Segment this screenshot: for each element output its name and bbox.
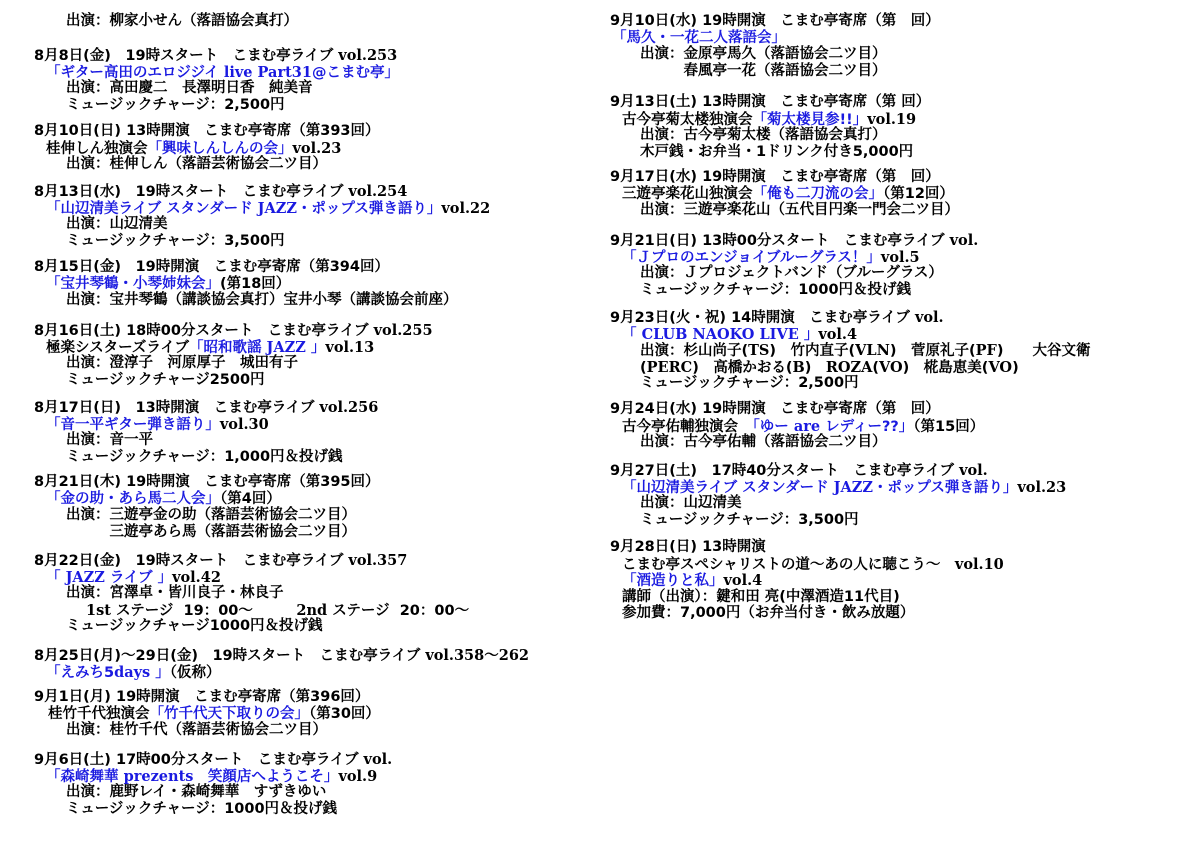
event-text: 三遊亭楽花山独演会 (622, 185, 753, 202)
event-text: vol.254 (348, 183, 408, 200)
event-text: こまむ亭スペシャリストの道～あの人に聴こう～ (622, 556, 955, 573)
event-detail-line (46, 140, 341, 157)
event-detail-line (640, 342, 1090, 359)
event-title-text: 笑顔店へようこそ」 (193, 768, 339, 785)
event-text: vol.23 (292, 139, 342, 157)
event-detail-line (46, 339, 374, 356)
event-date-line (610, 539, 766, 556)
event-detail-line (640, 434, 887, 451)
event-title-text: prezents (123, 767, 194, 785)
event-detail-line (66, 156, 327, 173)
event-title-text: 「昭和歌謡 (188, 339, 267, 356)
event-title-text: 「竹千代天下取りの会」 (149, 705, 309, 722)
event-text: ミュージックチャージ：1,000円＆投げ銭 (66, 448, 343, 465)
event-detail-line (622, 418, 984, 435)
event-text: 桂伸しん独演会 (46, 140, 148, 157)
event-title-text: レディー??」 (820, 418, 914, 435)
event-title-text: JAZZ (257, 199, 297, 217)
event-text: 出演：古今亭佑輔（落語協会二ツ目） (640, 434, 887, 450)
event-title-text: 「菊太楼見参!!」 (752, 111, 868, 128)
event-text: 出演：澄淳子 河原厚子 城田有子 (66, 355, 298, 371)
event-text: （第12回） (883, 185, 954, 202)
event-detail-line (66, 80, 313, 97)
event-text: TS (748, 342, 770, 359)
event-text: 8月8日(金) 19時スタート こまむ亭ライブ (34, 48, 339, 64)
event-text: 8月22日(金) 19時スタート こまむ亭ライブ (34, 553, 349, 569)
event-text: 出演：宝井琴鶴（講談協会真打）宝井小琴（講談協会前座） (66, 292, 458, 308)
event-text: 講師（出演）：鍵和田 亮(中澤酒造11代目) (622, 588, 900, 605)
event-date-line (66, 13, 298, 30)
event-date-line (610, 232, 978, 249)
event-text: (第18回） (220, 275, 291, 292)
event-text: VLN (855, 342, 890, 359)
event-title-text: ・ポップス弾き語り」 (296, 200, 442, 217)
event-date-line (610, 169, 940, 186)
event-text: 8月25日(月)～29日(金) 19時スタート こまむ亭ライブ (34, 648, 426, 664)
event-text: VO (988, 358, 1013, 376)
event-date-line (34, 183, 407, 200)
event-text: vol.4 (723, 572, 763, 589)
event-detail-line (46, 569, 221, 586)
event-title-text: 」 (798, 326, 819, 343)
event-text: vol. (363, 751, 393, 768)
event-title-text: JAZZ (833, 478, 873, 496)
event-text: vol. (949, 232, 979, 249)
event-text: ミュージックチャージ2500円 (66, 371, 265, 388)
event-text: vol.22 (441, 199, 491, 217)
event-text: 桂竹千代独演会 (48, 705, 150, 722)
event-date-line (34, 552, 407, 569)
event-detail-line (640, 127, 887, 144)
event-detail-line (46, 768, 377, 785)
event-date-line (34, 647, 529, 664)
event-date-line (610, 94, 930, 111)
event-text: ) (1012, 359, 1019, 376)
event-title-text: JAZZ (65, 568, 105, 586)
event-text: 出演：三遊亭金の助（落語芸術協会二ツ目） (66, 507, 356, 523)
event-detail-line (622, 186, 954, 203)
event-text: ) (804, 359, 826, 376)
event-text: vol.10 (954, 555, 1004, 573)
event-text: 三遊亭あら馬（落語芸術協会二ツ目） (66, 523, 356, 540)
event-text: 9月24日(水) 19時開演 こまむ亭寄席（第 回） (610, 401, 940, 417)
event-title-text: days (114, 663, 151, 681)
event-text: VO (879, 358, 903, 376)
event-text: vol. (914, 309, 944, 326)
event-title-text: 「 (622, 326, 642, 343)
event-title-text: ・ポップス弾き語り」 (872, 479, 1018, 496)
event-title-text: 「金の助・あら馬二人会」 (46, 490, 220, 507)
event-title-text: ライブ 」 (104, 569, 173, 586)
event-detail-line (640, 202, 959, 219)
event-detail-line (46, 64, 399, 81)
event-text: vol.253 (338, 47, 398, 64)
event-title-text: 「 (46, 569, 66, 586)
event-text: 出演：高田慶二 長澤明日香 純美音 (66, 80, 313, 96)
event-title-text: 「Ｊプロのエンジョイブルーグラス！」 (622, 249, 881, 266)
event-detail-line (46, 664, 221, 681)
event-detail-line (86, 602, 469, 619)
event-detail-line (66, 722, 327, 739)
event-text: （仮称） (169, 664, 221, 681)
event-detail-line (640, 63, 887, 80)
event-text: 出演：古今亭菊太楼（落語協会真打） (640, 127, 887, 143)
event-text: vol.42 (172, 568, 221, 586)
event-text: 出演：桂竹千代（落語芸術協会二ツ目） (66, 722, 327, 738)
event-text: vol.19 (867, 110, 917, 128)
event-detail-line (66, 216, 168, 233)
event-text: vol.357 (348, 552, 408, 569)
event-title-text: 」 (305, 339, 326, 356)
event-text: 出演：音一平 (66, 432, 153, 448)
event-text: 出演：Ｊプロジェクトバンド（ブルーグラス） (640, 265, 943, 281)
event-text: ) 椛島恵美( (902, 359, 989, 376)
event-text: （第15回） (913, 418, 985, 435)
event-text: 出演：杉山尚子( (640, 343, 749, 359)
event-text: 9月6日(土) 17時00分スタート こまむ亭ライブ (34, 752, 364, 768)
event-text: 8月13日(水) 19時スタート こまむ亭ライブ (34, 184, 349, 200)
event-detail-line (622, 326, 857, 343)
event-date-line (34, 399, 378, 416)
event-detail-line (66, 432, 153, 449)
event-detail-line (66, 507, 356, 524)
event-detail-line (66, 618, 323, 635)
event-text: ミュージックチャージ：2,500円 (640, 375, 859, 391)
event-title-text: @こまむ亭」 (311, 64, 399, 81)
event-detail-line (66, 97, 285, 114)
event-detail-line (66, 233, 285, 250)
event-detail-line (622, 556, 1004, 573)
event-title-text: JAZZ (266, 338, 306, 356)
event-text: 9月23日(火・祝) 14時開演 こまむ亭ライブ (610, 310, 915, 326)
event-text: vol.9 (338, 767, 378, 785)
event-text: 出演：山辺清美 (66, 216, 168, 232)
event-text: 出演：山辺清美 (640, 495, 742, 511)
event-text: ステージ 20：00～ (327, 602, 470, 619)
event-detail-line (640, 265, 943, 282)
event-detail-line (66, 449, 343, 466)
event-title-text: 」 (150, 664, 170, 681)
event-detail-line (640, 495, 742, 512)
event-detail-line (46, 200, 490, 217)
event-text: 8月10日(日) 13時開演 こまむ亭寄席（第393回） (34, 123, 380, 139)
event-text: B (792, 358, 805, 376)
event-text: 極楽シスターズライブ (46, 339, 189, 356)
event-date-line (610, 309, 944, 326)
event-text: 出演：鹿野レイ・森崎舞華 すずきゆい (66, 784, 327, 800)
event-text: vol.255 (373, 322, 433, 339)
event-text: ( (872, 359, 880, 376)
event-text: 出演：柳家小せん（落語協会真打） (66, 13, 298, 29)
event-detail-line (640, 512, 859, 529)
event-date-line (34, 689, 369, 706)
event-detail-line (640, 375, 859, 392)
event-detail-line (46, 491, 281, 508)
event-detail-line (66, 372, 265, 389)
event-text: （第30回） (309, 705, 380, 722)
event-text: 8月21日(木) 19時開演 こまむ亭寄席（第395回） (34, 474, 380, 490)
event-title-text: live Part31 (223, 63, 312, 81)
event-text: （第4回） (220, 490, 281, 507)
event-detail-line (46, 276, 290, 293)
event-date-line (34, 259, 389, 276)
event-detail-line (46, 416, 269, 433)
event-detail-line (622, 479, 1066, 496)
event-detail-line (622, 589, 900, 606)
event-text: 1st (86, 601, 111, 619)
event-text: vol.13 (325, 338, 375, 356)
event-text: 9月10日(水) 19時開演 こまむ亭寄席（第 回） (610, 13, 940, 29)
event-text: ROZA (825, 358, 873, 376)
event-text: vol.256 (319, 399, 379, 416)
event-title-text: 「音一平ギター弾き語り」 (46, 416, 220, 433)
event-date-line (610, 13, 940, 30)
event-date-line (34, 751, 392, 768)
event-text: ミュージックチャージ：3,500円 (640, 511, 859, 528)
event-title-text: 「宝井琴鶴・小琴姉妹会」 (46, 275, 220, 292)
event-detail-line (612, 30, 786, 47)
event-text: ミュージックチャージ：1000円＆投げ銭 (640, 281, 912, 298)
event-detail-line (640, 46, 887, 63)
event-title-text: 「興味しんしんの会」 (147, 140, 293, 157)
event-text: 9月28日(日) 13時開演 (610, 539, 766, 555)
event-text: 8月17日(日) 13時開演 こまむ亭ライブ (34, 400, 320, 416)
event-title-text: 「森崎舞華 (46, 768, 124, 785)
event-text: 9月21日(日) 13時00分スタート こまむ亭ライブ (610, 233, 950, 249)
event-text: ミュージックチャージ：2,500円 (66, 96, 285, 113)
event-text: vol.23 (1017, 478, 1067, 496)
event-title-text: 「酒造りと私」 (622, 573, 724, 589)
event-text: 木戸銭・お弁当・1ドリンク付き5,000円 (640, 143, 914, 160)
event-text: 出演：桂伸しん（落語芸術協会二ツ目） (66, 156, 327, 172)
event-detail-line (640, 359, 1019, 376)
event-title-text: 「山辺清美ライブ スタンダード (46, 200, 258, 217)
event-text: 8月15日(金) 19時開演 こまむ亭寄席（第394回） (34, 259, 389, 275)
event-text: PERC (646, 358, 693, 376)
event-text: ) 竹内直子( (769, 343, 856, 359)
event-detail-line (66, 585, 284, 602)
event-text: 9月27日(土) 17時40分スタート こまむ亭ライブ (610, 463, 960, 479)
event-text: 出演：宮澤卓・皆川良子・林良子 (66, 585, 284, 601)
event-date-line (34, 47, 397, 64)
event-text: ステージ 19：00～ (110, 602, 297, 619)
event-text: 9月1日(月) 19時開演 こまむ亭寄席（第396回） (34, 689, 370, 705)
event-text: 出演：金原亭馬久（落語協会二ツ目） (640, 46, 887, 62)
event-date-line (610, 401, 940, 418)
event-title-text: CLUB NAOKO LIVE (641, 325, 799, 343)
event-text: 古今亭佑輔独演会 (622, 418, 753, 435)
event-title-text: 「ゆー (752, 418, 794, 435)
event-detail-line (66, 801, 337, 818)
event-date-line (34, 322, 433, 339)
event-text: ) 大谷文衛 (996, 343, 1091, 359)
event-text: 9月13日(土) 13時開演 こまむ亭寄席（第 回） (610, 94, 931, 110)
event-text: PF (975, 342, 997, 359)
event-text: 春風亭一花（落語協会二ツ目） (640, 62, 887, 79)
event-text: ミュージックチャージ：1000円＆投げ銭 (66, 800, 338, 817)
event-text: ( (640, 359, 647, 376)
event-date-line (34, 474, 380, 491)
event-detail-line (66, 292, 458, 309)
event-detail-line (622, 605, 914, 622)
event-title-text: are (793, 417, 821, 435)
event-detail-line (48, 706, 380, 723)
event-detail-line (66, 784, 326, 801)
event-title-text: 「ギター高田のエロジジイ (46, 64, 224, 81)
event-text: vol.4 (818, 325, 858, 343)
event-text: 出演：三遊亭楽花山（五代目円楽一門会二ツ目） (640, 202, 959, 218)
event-text: 2nd (296, 601, 328, 619)
event-text: 参加費：7,000円（お弁当付き・飲み放題） (622, 605, 915, 621)
event-text: ミュージックチャージ：3,500円 (66, 232, 285, 249)
event-detail-line (66, 524, 356, 541)
event-detail-line (622, 249, 920, 266)
event-detail-line (640, 144, 913, 161)
event-title-text: 「えみち5 (46, 664, 115, 681)
event-date-line (610, 462, 988, 479)
event-text: 古今亭菊太楼独演会 (622, 111, 753, 128)
event-text: vol.5 (880, 248, 920, 266)
event-text: vol.30 (219, 415, 269, 433)
event-text: ) 菅原礼子( (889, 343, 976, 359)
event-detail-line (66, 355, 298, 372)
event-text: 9月17日(水) 19時開演 こまむ亭寄席（第 回） (610, 169, 940, 185)
event-detail-line (622, 572, 762, 589)
event-text: ) 高橋かおる( (692, 359, 793, 376)
event-detail-line (640, 282, 911, 299)
event-text: vol.358～262 (425, 647, 530, 664)
event-text: ミュージックチャージ1000円＆投げ銭 (66, 618, 323, 634)
event-text: vol. (959, 462, 988, 479)
event-title-text: 「馬久・一花二人落語会」 (612, 29, 786, 46)
event-title-text: 「山辺清美ライブ スタンダード (622, 479, 834, 496)
event-text: 8月16日(土) 18時00分スタート こまむ亭ライブ (34, 323, 374, 339)
event-date-line (34, 123, 380, 140)
event-title-text: 「俺も二刀流の会」 (752, 185, 883, 202)
event-detail-line (622, 111, 916, 128)
